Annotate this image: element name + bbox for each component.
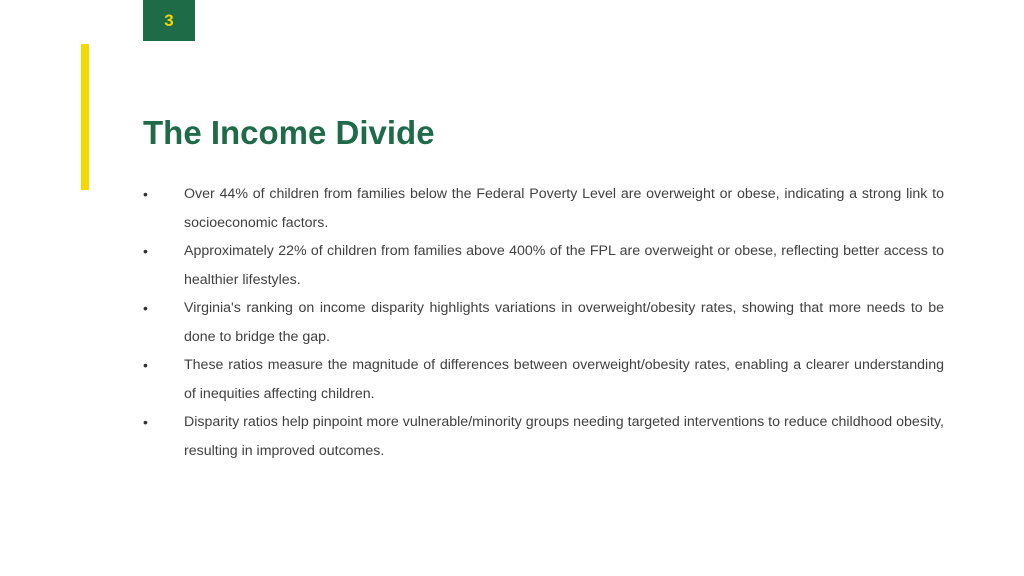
bullet-item: [143, 408, 944, 465]
bullet-text: Over 44% of children from families below the Federal Poverty Level are overweight or obese, indicating a strong link to socioeconomic factors.: [184, 186, 944, 231]
bullet-marker: •: [143, 414, 148, 430]
bullet-text: These ratios measure the magnitude of differences between overweight/obesity rates, enabling a clearer understanding of inequities affecting children.: [184, 357, 944, 402]
bullet-text: Disparity ratios help pinpoint more vulnerable/minority groups needing targeted interventions to reduce childhood obesity, resulting in improved outcomes.: [184, 414, 944, 459]
bullet-item: [143, 180, 944, 237]
bullet-text: Approximately 22% of children from families above 400% of the FPL are overweight or obese, reflecting better access to healthier lifestyles.: [184, 243, 944, 288]
bullet-marker: •: [143, 243, 148, 259]
slide-title: The Income Divide: [143, 114, 435, 151]
accent-bar: [81, 44, 89, 190]
bullet-item: [143, 237, 944, 294]
bullet-list: [143, 180, 944, 465]
bullet-item: [143, 294, 944, 351]
bullet-item: [143, 351, 944, 408]
bullet-marker: •: [143, 186, 148, 202]
slide-number-badge: [143, 0, 195, 41]
bullet-text: Virginia's ranking on income disparity highlights variations in overweight/obesity rates, showing that more needs to be done to bridge the gap.: [184, 300, 944, 345]
bullet-marker: •: [143, 357, 148, 373]
bullet-marker: •: [143, 300, 148, 316]
slide-number: 3: [164, 11, 174, 30]
